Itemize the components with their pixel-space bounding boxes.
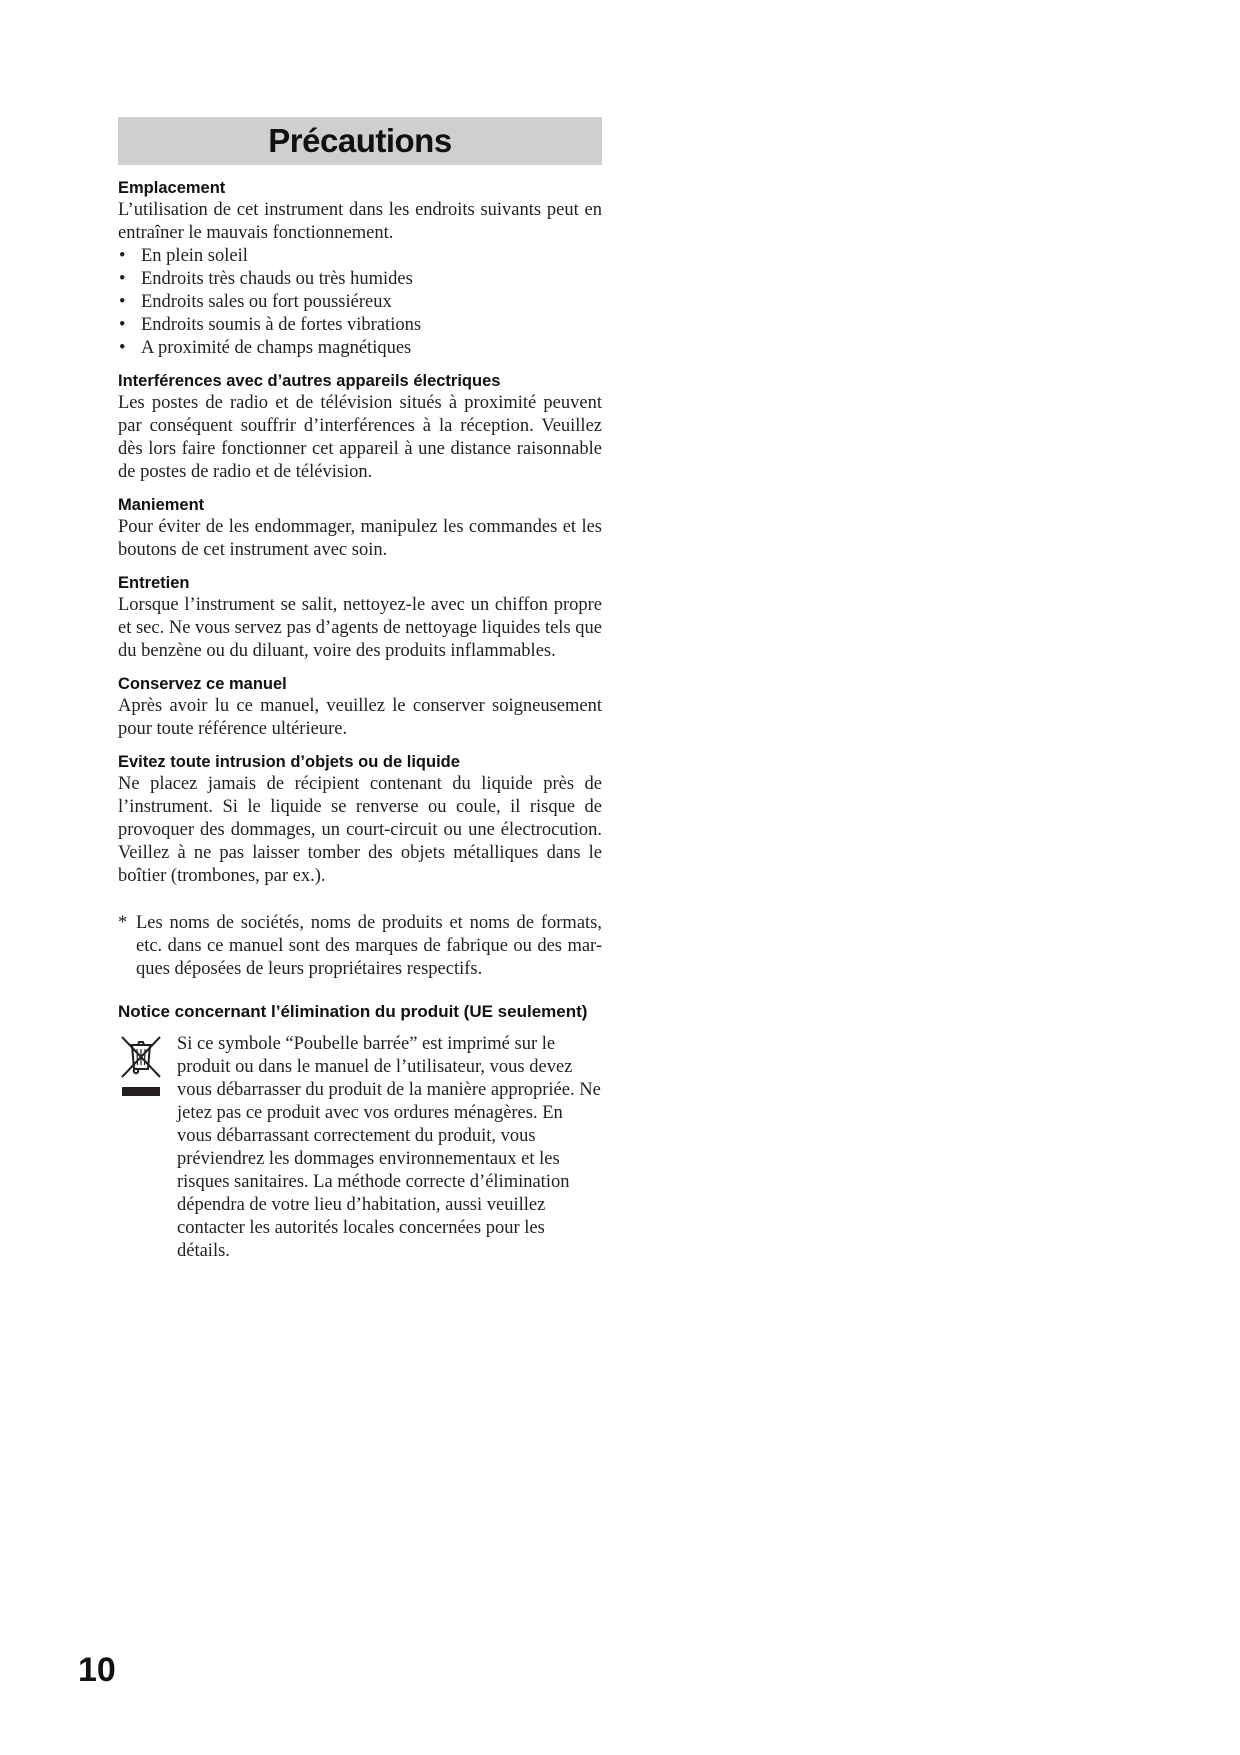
list-item: • Endroits très chauds ou très humides (119, 269, 413, 289)
section-intrusion (118, 751, 602, 888)
section-heading: Interférences avec d’autres appareils électriques (118, 372, 501, 390)
section-heading: Entretien (118, 574, 190, 592)
footnote-marker: * (118, 913, 128, 933)
section-interferences (118, 370, 602, 484)
section-text: Lorsque l’instrument se salit, nettoyez-le avec un chiffon propre et sec. Ne vous servez pas d’agents de nettoyage liquides tels que du benzène ou du diluant, voire des produits inflammables. (118, 595, 602, 661)
section-heading: Emplacement (118, 179, 226, 197)
bullet-icon: • (119, 315, 126, 335)
section-emplacement (118, 177, 602, 360)
section-heading: Maniement (118, 496, 205, 514)
section-text: Les postes de radio et de télévision situés à proximité peuvent par conséquent souffrir d’interférences à la réception. Veuillez dès lors faire fonctionner cet appareil à une distance raisonnable de postes de radio et de télévision. (118, 393, 602, 482)
page-title: Précautions (118, 117, 602, 165)
section-heading: Evitez toute intrusion d’objets ou de liquide (118, 753, 460, 771)
disposal-notice (118, 1033, 602, 1263)
list-item: • Endroits soumis à de fortes vibrations (119, 315, 422, 335)
bullet-icon: • (119, 269, 126, 289)
disposal-text: Si ce symbole “Poubelle barrée” est imprimé sur le produit ou dans le manuel de l’utilisateur, vous devez vous débarrasser du produit de la manière appropriée. Ne jetez pas ce produit avec vos ordures ménagères. En vous débarrassant correctement du produit, vous préviendrez les dommages environnementaux et les risques sanitaires. La méthode correcte d’élimination dépendra de votre lieu d’habitation, aussi veuillez contacter les autorités locales concernées pour les détails. (177, 1034, 601, 1261)
section-text: Pour éviter de les endommager, manipulez les commandes et les boutons de cet instrument avec soin. (118, 517, 602, 560)
section-conservez (118, 673, 602, 741)
main-column (118, 117, 602, 1263)
section-text: Ne placez jamais de récipient contenant du liquide près de l’instrument. Si le liquide se renverse ou coule, il risque de provoquer des dommages, un court-circuit ou une électrocution. Veillez à ne pas laisser tomber des objets métalliques dans le boîtier (trombones, par ex.). (118, 774, 602, 886)
disposal-heading: Notice concernant l’élimination du produit (UE seulement) (118, 1002, 588, 1021)
section-text: L’utilisation de cet instrument dans les endroits suivants peut en entraîner le mauvais fonctionnement. (118, 200, 602, 243)
list-item: • En plein soleil (119, 246, 248, 266)
bullet-icon: • (119, 292, 126, 312)
bullet-list (118, 245, 602, 360)
section-text: Après avoir lu ce manuel, veuillez le conserver soigneusement pour toute référence ultérieure. (118, 696, 602, 739)
bullet-icon: • (119, 246, 126, 266)
footnote-text: Les noms de sociétés, noms de produits et noms de formats, etc. dans ce manuel sont des marques de fabrique ou des mar-ques déposées de leurs propriétaires respectifs. (136, 913, 602, 979)
list-item: • A proximité de champs magnétiques (119, 338, 412, 358)
section-maniement (118, 494, 602, 562)
list-item: • Endroits sales ou fort poussiéreux (119, 292, 392, 312)
crossed-out-wheelie-bin-icon (118, 1033, 164, 1099)
section-heading: Conservez ce manuel (118, 675, 287, 693)
footnote (118, 912, 602, 981)
page-number: 10 (78, 1651, 116, 1689)
section-entretien (118, 572, 602, 663)
bullet-icon: • (119, 338, 126, 358)
